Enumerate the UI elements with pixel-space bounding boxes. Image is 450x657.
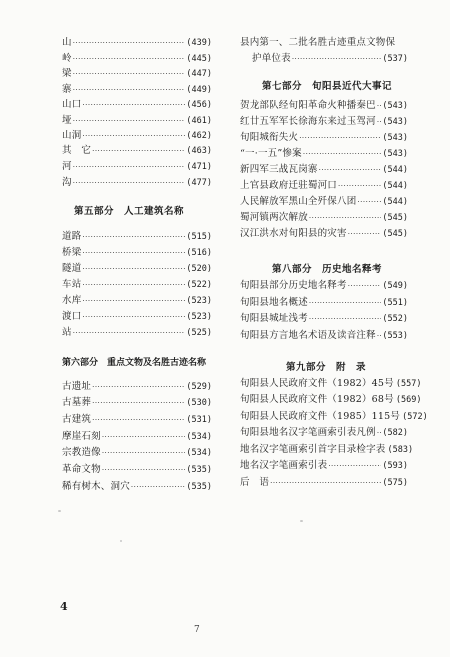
leader-dots <box>377 427 382 440</box>
toc-entry[interactable] <box>62 446 212 459</box>
leader-dots <box>82 311 185 324</box>
leader-dots <box>309 212 382 225</box>
entry-title: 桥梁 <box>62 247 82 258</box>
entry-title: 古墓葬 <box>62 397 92 408</box>
entry-page: (535) <box>186 465 212 475</box>
entry-title: 红廿五军军长徐海东来过玉驾河 <box>240 116 376 127</box>
toc-entry-continuation[interactable] <box>240 52 408 65</box>
toc-entry[interactable] <box>240 459 408 472</box>
entry-page: (515) <box>186 232 212 242</box>
entry-title: 垭 <box>62 115 72 126</box>
leader-dots <box>357 196 381 209</box>
toc-entry[interactable] <box>62 480 212 493</box>
entry-page: (544) <box>382 165 408 175</box>
leader-dots <box>338 180 381 193</box>
entry-title: 地名汉字笔画索引表 <box>240 460 328 471</box>
leader-dots <box>377 116 382 129</box>
leader-dots <box>73 84 186 97</box>
toc-entry[interactable] <box>62 67 212 80</box>
center-page-mark: 7 <box>194 625 200 635</box>
toc-entry[interactable] <box>240 227 408 240</box>
entry-page: (463) <box>186 146 212 156</box>
toc-entry[interactable] <box>240 163 408 176</box>
entry-title: 隧道 <box>62 263 82 274</box>
entry-title: 旬阳城衔失火 <box>240 132 299 143</box>
leader-dots <box>82 247 185 260</box>
entry-page: (525) <box>186 328 212 338</box>
toc-entry-multiline[interactable] <box>240 36 408 49</box>
entry-page: (543) <box>382 101 408 111</box>
leader-dots <box>270 477 381 490</box>
entry-title: 旬阳县部分历史地名释考 <box>240 280 347 291</box>
toc-entry[interactable] <box>62 430 212 443</box>
entry-title: 汉江洪水对旬阳县的灾害 <box>240 228 347 239</box>
entry-page: (552) <box>382 314 408 324</box>
entry-page: (583) <box>387 445 414 455</box>
entry-page: (523) <box>186 312 212 322</box>
toc-entry[interactable] <box>62 52 212 65</box>
leader-dots <box>303 148 382 161</box>
entry-page: (551) <box>382 298 408 308</box>
entry-title: 蜀河镇两次解放 <box>240 212 308 223</box>
entry-page: (523) <box>186 296 212 306</box>
entry-page: (529) <box>186 382 212 392</box>
entry-page: (537) <box>382 54 408 64</box>
toc-entry[interactable] <box>240 147 408 160</box>
entry-page: (582) <box>382 428 408 438</box>
entry-page: (572) <box>402 412 428 422</box>
toc-entry[interactable] <box>240 296 408 309</box>
scan-speck <box>120 540 122 542</box>
leader-dots <box>92 414 185 427</box>
entry-page: (545) <box>382 213 408 223</box>
leader-dots <box>309 313 382 326</box>
entry-page: (520) <box>186 264 212 274</box>
section-heading-6: 第六部分 重点文物及名胜古迹名称 <box>62 358 207 368</box>
toc-entry[interactable] <box>240 329 408 342</box>
toc-entry[interactable] <box>62 463 212 476</box>
entry-page: (543) <box>382 117 408 127</box>
entry-page: (445) <box>186 54 212 64</box>
leader-dots <box>319 164 382 177</box>
leader-dots <box>82 231 185 244</box>
entry-page: (447) <box>186 69 212 79</box>
entry-page: (477) <box>186 178 212 188</box>
leader-dots <box>73 327 186 340</box>
leader-dots <box>73 53 186 66</box>
entry-title: 宗教造像 <box>62 447 101 458</box>
entry-title-line1: 县内第一、二批名胜古迹重点文物保 <box>240 37 396 48</box>
entry-title: 山口 <box>62 99 82 110</box>
leader-dots <box>102 447 186 460</box>
entry-title: 旬阳县人民政府文件（1982）68号 <box>240 394 394 405</box>
leader-dots <box>102 431 186 444</box>
entry-title: 山 <box>62 37 72 48</box>
toc-entry[interactable] <box>240 179 408 192</box>
entry-title: 山洞 <box>62 130 82 141</box>
leader-dots <box>82 279 185 292</box>
toc-entry[interactable] <box>62 176 212 189</box>
entry-title: 古建筑 <box>62 414 92 425</box>
entry-page: (456) <box>186 100 212 110</box>
toc-entry[interactable] <box>62 380 212 393</box>
toc-entry[interactable] <box>62 278 212 291</box>
toc-entry[interactable] <box>62 262 212 275</box>
entry-title: 车站 <box>62 279 82 290</box>
entry-page: (545) <box>382 229 408 239</box>
entry-page: (531) <box>186 415 212 425</box>
leader-dots <box>92 145 185 158</box>
leader-dots <box>309 297 382 310</box>
leader-dots <box>73 115 186 128</box>
entry-title: 旬阳县城址浅考 <box>240 313 308 324</box>
toc-entry[interactable] <box>62 413 212 426</box>
entry-page: (543) <box>382 149 408 159</box>
toc-entry[interactable] <box>240 377 422 390</box>
leader-dots <box>73 37 186 50</box>
entry-page: (575) <box>382 478 408 488</box>
toc-entry[interactable] <box>240 426 408 439</box>
entry-page: (534) <box>186 432 212 442</box>
entry-page: (516) <box>186 248 212 258</box>
entry-title: 旬阳县地名汉字笔画索引表凡例 <box>240 427 376 438</box>
entry-title: 人民解放军黑山全歼保八团 <box>240 196 357 207</box>
toc-entry[interactable] <box>240 476 408 489</box>
toc-entry[interactable] <box>240 195 408 208</box>
leader-dots <box>102 464 186 477</box>
leader-dots <box>82 263 185 276</box>
entry-page: (535) <box>186 482 212 492</box>
leader-dots <box>92 381 185 394</box>
toc-entry[interactable] <box>240 279 408 292</box>
leader-dots <box>92 397 185 410</box>
entry-title: 渡口 <box>62 311 82 322</box>
toc-entry[interactable] <box>240 131 408 144</box>
leader-dots <box>73 177 186 190</box>
entry-title: 革命文物 <box>62 464 101 475</box>
entry-page: (530) <box>186 398 212 408</box>
entry-title: 水库 <box>62 295 82 306</box>
leader-dots <box>328 460 381 473</box>
entry-title: 旬阳县人民政府文件（1985）115号 <box>240 411 401 422</box>
entry-title: 河 <box>62 161 72 172</box>
entry-title: 沟 <box>62 177 72 188</box>
leader-dots <box>82 99 185 112</box>
toc-entry[interactable] <box>62 83 212 96</box>
toc-entry[interactable] <box>240 393 422 406</box>
toc-entry[interactable] <box>62 160 212 173</box>
entry-title: “一·一五”惨案 <box>240 148 302 159</box>
toc-entry[interactable] <box>62 98 212 111</box>
entry-page: (569) <box>395 395 422 405</box>
toc-entry[interactable] <box>62 114 212 127</box>
entry-title: 摩崖石刻 <box>62 431 101 442</box>
toc-entry[interactable] <box>62 396 212 409</box>
toc-entry[interactable] <box>240 443 414 456</box>
entry-title: 寨 <box>62 84 72 95</box>
entry-page: (543) <box>382 133 408 143</box>
entry-title: 古遗址 <box>62 381 92 392</box>
entry-page: (553) <box>382 331 408 341</box>
entry-title: 稀有树木、洞穴 <box>62 481 130 492</box>
entry-page: (461) <box>186 116 212 126</box>
toc-entry[interactable] <box>240 211 408 224</box>
leader-dots <box>377 330 382 343</box>
leader-dots <box>348 280 382 293</box>
entry-title: 站 <box>62 327 72 338</box>
toc-entry[interactable] <box>62 129 212 142</box>
entry-page: (544) <box>382 181 408 191</box>
toc-entry[interactable] <box>62 230 212 243</box>
entry-title: 其 它 <box>62 145 92 156</box>
entry-title: 贺龙部队经旬阳革命火种播秦巴 <box>240 100 376 111</box>
leader-dots <box>377 100 382 113</box>
section-heading-5: 第五部分 人工建筑名称 <box>74 206 185 217</box>
entry-title: 旬阳县方言地名术语及读音注释 <box>240 330 376 341</box>
entry-page: (462) <box>186 131 212 141</box>
leader-dots <box>348 228 382 241</box>
entry-title: 岭 <box>62 53 72 64</box>
toc-entry[interactable] <box>240 115 408 128</box>
section-heading-7: 第七部分 旬阳县近代大事记 <box>262 81 393 92</box>
toc-entry[interactable] <box>240 312 408 325</box>
entry-title: 上官县政府迁驻蜀河口 <box>240 180 338 191</box>
leader-dots <box>131 481 186 494</box>
page-number: 4 <box>60 600 68 613</box>
section-heading-9: 第九部分 附 录 <box>286 362 367 373</box>
toc-entry[interactable] <box>62 310 212 323</box>
toc-entry[interactable] <box>62 294 212 307</box>
toc-entry[interactable] <box>62 144 212 157</box>
toc-entry[interactable] <box>240 99 408 112</box>
leader-dots <box>73 68 186 81</box>
entry-title: 梁 <box>62 68 72 79</box>
entry-page: (522) <box>186 280 212 290</box>
leader-dots <box>299 132 381 145</box>
leader-dots <box>292 53 382 66</box>
scan-speck <box>300 520 303 522</box>
leader-dots <box>82 295 185 308</box>
entry-title: 新四军三战瓦岗寨 <box>240 164 318 175</box>
entry-page: (557) <box>395 379 422 389</box>
entry-title-line2: 护单位表 <box>252 53 291 64</box>
entry-page: (449) <box>186 85 212 95</box>
toc-entry[interactable] <box>240 410 428 423</box>
entry-page: (534) <box>186 448 212 458</box>
leader-dots <box>73 161 186 174</box>
toc-entry[interactable] <box>62 36 212 49</box>
entry-page: (549) <box>382 281 408 291</box>
entry-title: 旬阳县地名概述 <box>240 297 308 308</box>
section-heading-8: 第八部分 历史地名释考 <box>272 264 383 275</box>
leader-dots <box>82 130 185 143</box>
entry-page: (439) <box>186 38 212 48</box>
entry-title: 后 语 <box>240 477 270 488</box>
entry-page: (544) <box>382 197 408 207</box>
toc-entry[interactable] <box>62 246 212 259</box>
toc-entry[interactable] <box>62 326 212 339</box>
entry-page: (471) <box>186 162 212 172</box>
entry-title: 道路 <box>62 231 82 242</box>
entry-title: 地名汉字笔画索引首字目录检字表 <box>240 444 386 455</box>
entry-title: 旬阳县人民政府文件（1982）45号 <box>240 378 394 389</box>
scan-speck <box>58 510 61 512</box>
entry-page: (593) <box>382 461 408 471</box>
